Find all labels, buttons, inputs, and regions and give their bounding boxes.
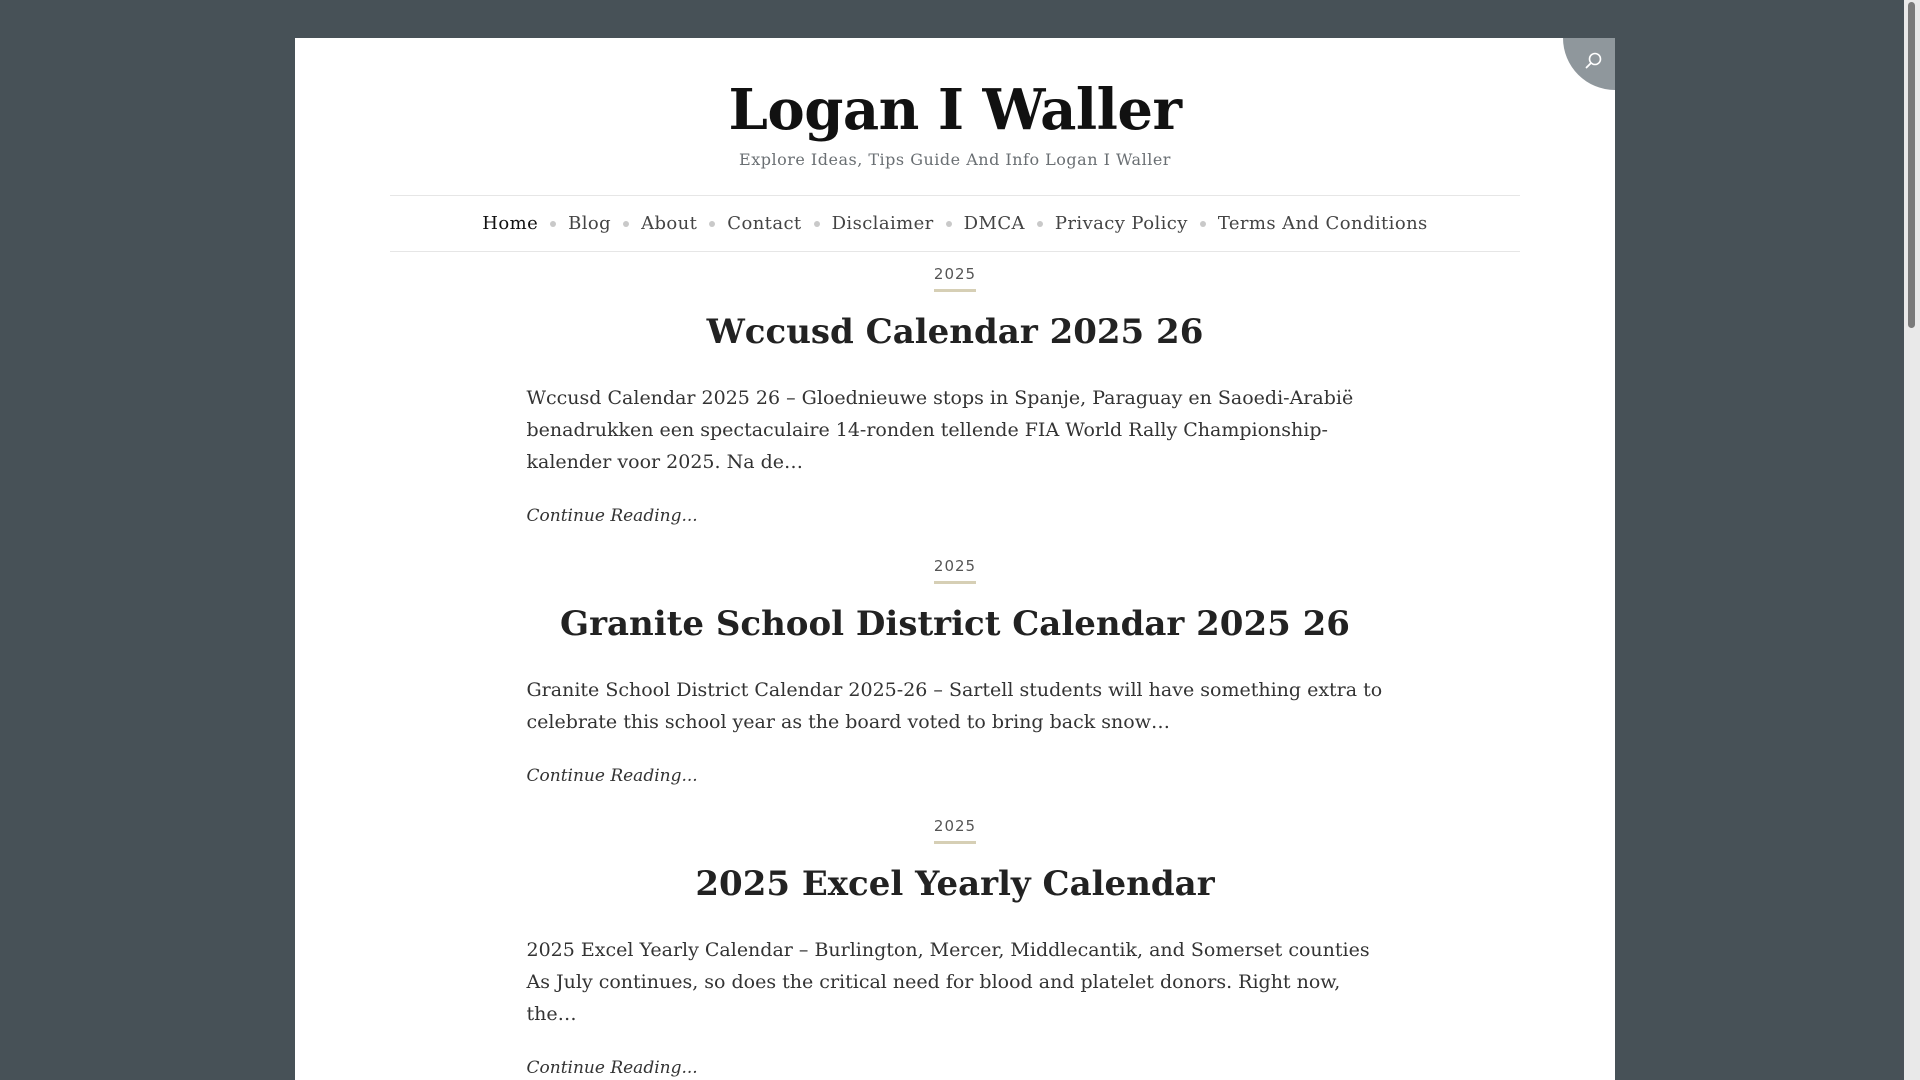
post-category-wrap <box>527 526 1384 584</box>
post-category-wrap <box>527 252 1384 292</box>
nav-item-dmca[interactable]: DMCA <box>963 213 1025 234</box>
post-item <box>527 252 1384 526</box>
continue-reading-link[interactable]: Continue Reading... <box>526 506 698 526</box>
post-category-link[interactable]: 2025 <box>934 557 976 584</box>
nav-separator <box>946 221 952 227</box>
nav-separator <box>550 221 556 227</box>
nav-item-terms-and-conditions[interactable]: Terms And Conditions <box>1217 213 1428 234</box>
nav-separator <box>814 221 820 227</box>
nav-item-about[interactable]: About <box>641 213 698 234</box>
site-header <box>295 38 1615 169</box>
post-item <box>527 786 1384 1078</box>
site-title[interactable]: Logan I Waller <box>728 77 1182 143</box>
nav-item-disclaimer[interactable]: Disclaimer <box>831 213 934 234</box>
post-item <box>527 526 1384 786</box>
post-title[interactable]: Granite School District Calendar 2025 26 <box>560 604 1350 644</box>
nav-item-home[interactable]: Home <box>482 213 539 234</box>
page-container <box>295 38 1615 1080</box>
scrollbar-thumb[interactable] <box>1908 2 1915 328</box>
post-title[interactable]: 2025 Excel Yearly Calendar <box>695 864 1215 904</box>
main-nav <box>390 195 1520 252</box>
post-title[interactable]: Wccusd Calendar 2025 26 <box>706 312 1204 352</box>
post-category-link[interactable]: 2025 <box>934 265 976 292</box>
post-category-wrap <box>527 786 1384 844</box>
scrollbar[interactable] <box>1904 0 1920 1080</box>
post-excerpt: 2025 Excel Yearly Calendar – Burlington, Mercer, Middlecantik, and Somerset counties As July continues, so does the critical need for blood and platelet donors. Right now, the… <box>526 939 1370 1025</box>
continue-reading-link[interactable]: Continue Reading... <box>526 766 698 786</box>
nav-item-privacy-policy[interactable]: Privacy Policy <box>1054 213 1188 234</box>
nav-item-contact[interactable]: Contact <box>727 213 802 234</box>
nav-separator <box>623 221 629 227</box>
continue-reading-link[interactable]: Continue Reading... <box>526 1058 698 1078</box>
post-list <box>527 252 1384 1078</box>
nav-separator <box>1200 221 1206 227</box>
post-excerpt: Wccusd Calendar 2025 26 – Gloednieuwe stops in Spanje, Paraguay en Saoedi-Arabië benadrukken een spectaculaire 14-ronden tellende FIA World Rally Championship-kalender voor 2025. Na de… <box>526 387 1354 473</box>
site-description: Explore Ideas, Tips Guide And Info Logan I Waller <box>739 150 1171 169</box>
post-category-link[interactable]: 2025 <box>934 817 976 844</box>
post-excerpt: Granite School District Calendar 2025-26 – Sartell students will have something extra to celebrate this school year as the board voted to bring back snow… <box>526 679 1383 733</box>
nav-separator <box>709 221 715 227</box>
nav-item-blog[interactable]: Blog <box>568 213 612 234</box>
search-icon <box>1585 52 1603 70</box>
nav-separator <box>1037 221 1043 227</box>
